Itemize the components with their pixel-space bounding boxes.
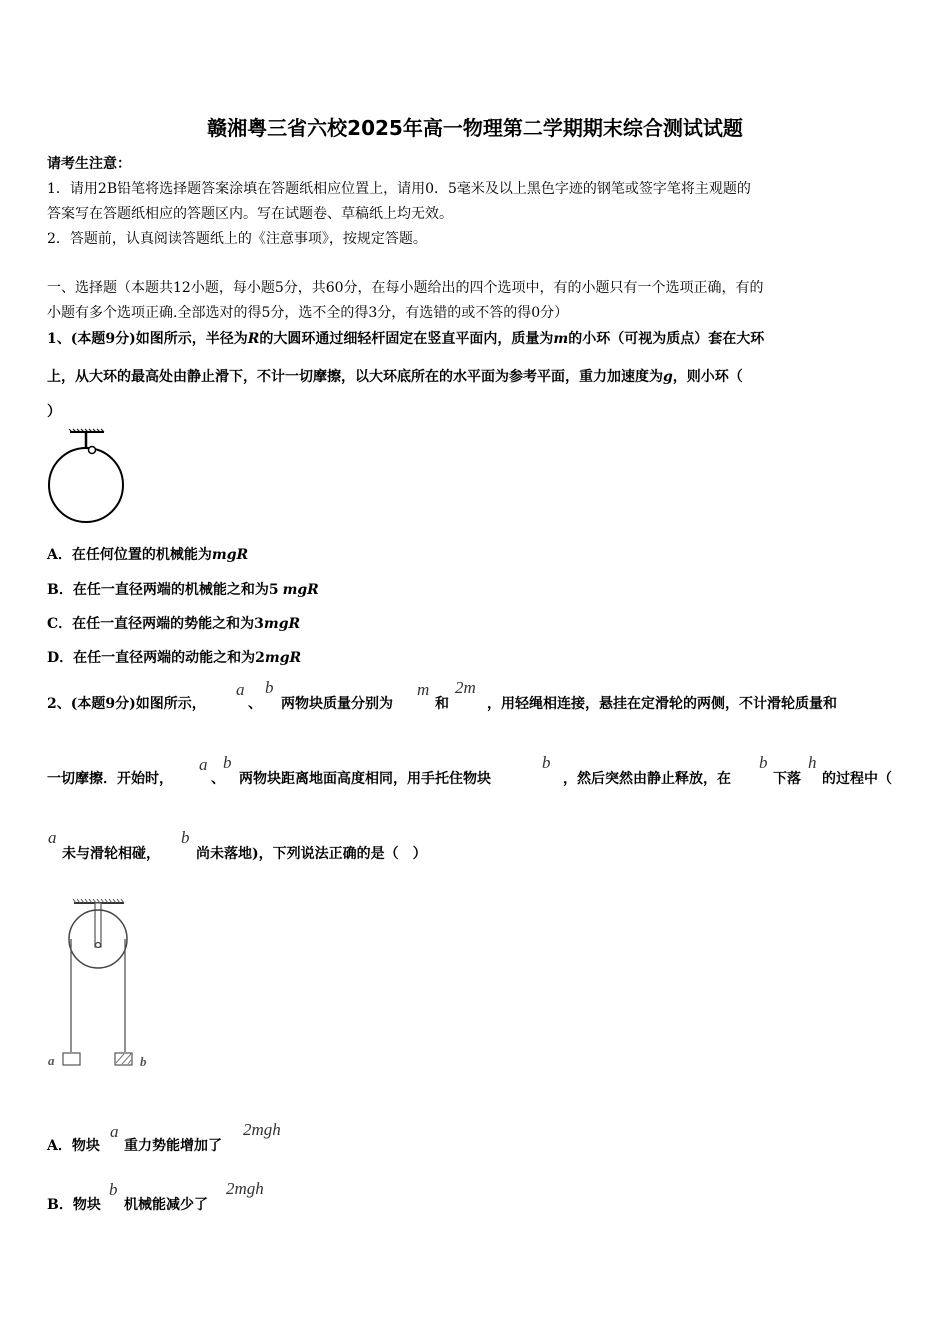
q1-var-m: m [553,331,569,347]
q2-option-a-var: a [110,1122,119,1141]
q1-line-3: ） [47,404,61,420]
q1-mid2: 的小环（可视为质点）套在大环 [568,331,765,347]
q1-option-d-label: D．在任一直径两端的动能之和为2 [47,650,265,666]
q2-var-a-1: a [236,680,245,699]
q2-var-a-2: a [199,755,208,774]
q2-t1: 两物块质量分别为 [281,696,393,712]
q1-line-1 [47,328,764,348]
q2-l3-t2: 尚未落地)，下列说法正确的是（ ） [196,846,427,862]
label-a: a [48,1053,55,1068]
block-a [63,1053,80,1065]
q2-option-a-mid: 重力势能增加了 [124,1138,222,1154]
q2-l2-t4: 的过程中（ [822,771,892,787]
q2-option-b-var: b [109,1180,118,1199]
page-title: 赣湘粤三省六校2025年高一物理第二学期期末综合测试试题 [207,116,743,140]
q2-var-b-3: b [542,753,551,772]
q1-var-R: R [247,331,260,347]
q1-option-d [47,647,301,667]
q2-var-a-3: a [48,828,57,847]
notice-heading: 请考生注意： [47,156,131,172]
q2-var-b-1: b [265,678,274,697]
q2-l3-t1: 未与滑轮相碰， [62,846,160,862]
q2-l2-t3: 下落 [773,771,801,787]
q1-mid1: 的大圆环通过细轻杆固定在竖直平面内，质量为 [259,331,554,347]
notice-line-2: 2．答题前，认真阅读答题纸上的《注意事项》，按规定答题。 [47,231,427,247]
q1-option-c-label: C．在任一直径两端的势能之和为3 [47,616,264,632]
q2-sep-1: 、 [248,696,262,712]
q1-prefix: 1、(本题9分)如图所示，半径为 [47,331,248,347]
small-ring [89,447,96,454]
q2-var-b-5: b [181,828,190,847]
q2-pulley-figure [44,895,164,1075]
q2-option-b-value: 2mgh [226,1179,264,1198]
q1-option-c-value: mgR [263,616,301,632]
big-ring [49,448,123,522]
q1-option-a [47,544,248,564]
q1-option-b [47,579,319,599]
q1-option-d-value: mgR [264,650,302,666]
q1-option-a-label: A．在任何位置的机械能为 [47,547,212,563]
notice-line-1b: 答案写在答题纸相应的答题区内。写在试题卷、草稿纸上均无效。 [47,206,453,222]
q2-t2: ，用轻绳相连接，悬挂在定滑轮的两侧，不计滑轮质量和 [487,696,837,712]
q2-option-a-text: A．物块 [47,1138,100,1154]
q1-line2b: ，则小环（ [672,369,743,385]
q2-option-a-value: 2mgh [243,1120,281,1139]
q2-l2-t2: ，然后突然由静止释放，在 [563,771,731,787]
q1-line-2 [47,366,743,386]
section-line-1: 一、选择题（本题共12小题，每小题5分，共60分，在每小题给出的四个选项中，有的小题只有一个选项正确，有的 [47,280,764,296]
q1-ring-figure [40,428,140,528]
q2-l2-start: 一切摩擦．开始时， [47,771,173,787]
q1-option-a-value: mgR [211,547,249,563]
q2-var-b-2: b [223,753,232,772]
q2-and: 和 [435,696,449,712]
q2-var-m: m [417,680,430,699]
q2-option-b-mid: 机械能减少了 [124,1197,208,1213]
q1-option-b-value: mgR [282,582,319,598]
label-b: b [140,1054,147,1069]
q2-sep-2: 、 [211,771,225,787]
q2-var-h: h [808,753,817,772]
q1-option-b-label: B．在任一直径两端的机械能之和为5 [47,582,279,598]
q1-var-g: g [663,369,673,385]
q2-l2-t1: 两物块距离地面高度相同，用手托住物块 [239,771,491,787]
section-line-2: 小题有多个选项正确.全部选对的得5分，选不全的得3分，有选错的或不答的得0分） [47,305,569,321]
q2-var-2m: 2m [455,678,476,697]
q2-option-b-text: B．物块 [47,1197,101,1213]
q2-prefix: 2、(本题9分)如图所示， [47,696,206,712]
notice-line-1a: 1．请用2B铅笔将选择题答案涂填在答题纸相应位置上，请用0．5毫米及以上黑色字迹的钢笔或签字笔将主观题的 [47,181,751,197]
pulley-axle [96,943,101,948]
q1-option-c [47,613,300,633]
q1-line2a: 上，从大环的最高处由静止滑下，不计一切摩擦，以大环底所在的水平面为参考平面，重力加速度为 [47,369,663,385]
q2-var-b-4: b [759,753,768,772]
